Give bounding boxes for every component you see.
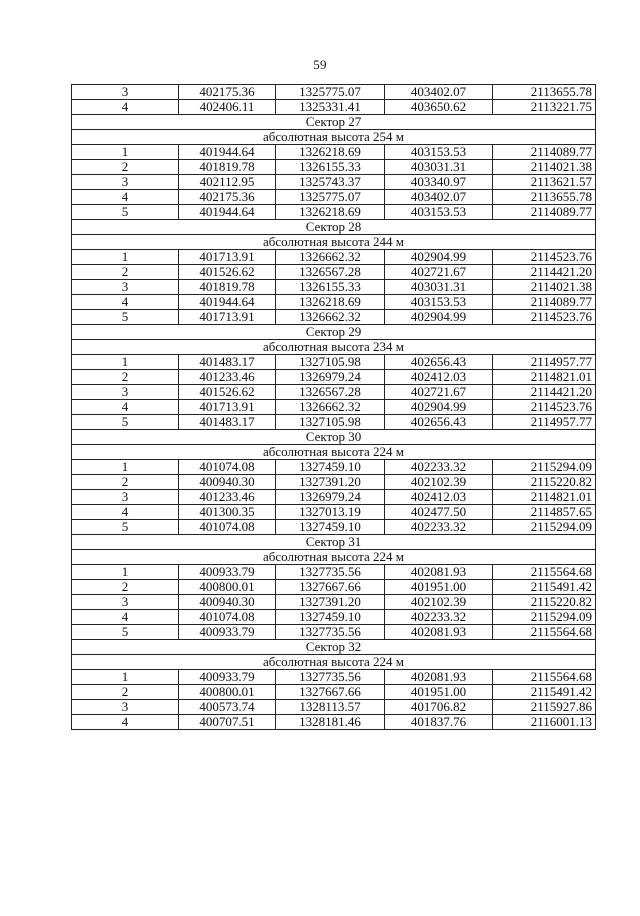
table-row bbox=[72, 670, 596, 685]
x1-cell: 401074.08 bbox=[179, 610, 276, 625]
x1-cell: 400940.30 bbox=[179, 595, 276, 610]
point-number-cell: 3 bbox=[72, 595, 179, 610]
y2-cell: 2115294.09 bbox=[493, 460, 596, 475]
coordinates-table-body bbox=[72, 85, 596, 730]
x2-cell: 402102.39 bbox=[385, 595, 493, 610]
y2-cell: 2115220.82 bbox=[493, 475, 596, 490]
y2-cell: 2114821.01 bbox=[493, 490, 596, 505]
x2-cell: 401951.00 bbox=[385, 580, 493, 595]
table-row bbox=[72, 685, 596, 700]
y1-cell: 1326567.28 bbox=[276, 265, 385, 280]
x2-cell: 402233.32 bbox=[385, 520, 493, 535]
x2-cell: 402721.67 bbox=[385, 265, 493, 280]
y2-cell: 2115564.68 bbox=[493, 670, 596, 685]
x2-cell: 403402.07 bbox=[385, 85, 493, 100]
y2-cell: 2114523.76 bbox=[493, 310, 596, 325]
table-row bbox=[72, 190, 596, 205]
table-row bbox=[72, 85, 596, 100]
sector-altitude: абсолютная высота 224 м bbox=[72, 445, 596, 460]
x1-cell: 401074.08 bbox=[179, 460, 276, 475]
x1-cell: 402175.36 bbox=[179, 85, 276, 100]
table-row bbox=[72, 175, 596, 190]
x1-cell: 400800.01 bbox=[179, 685, 276, 700]
x1-cell: 401944.64 bbox=[179, 145, 276, 160]
sector-altitude: абсолютная высота 234 м bbox=[72, 340, 596, 355]
table-row bbox=[72, 250, 596, 265]
point-number-cell: 4 bbox=[72, 190, 179, 205]
x1-cell: 401944.64 bbox=[179, 205, 276, 220]
y1-cell: 1326218.69 bbox=[276, 295, 385, 310]
table-row bbox=[72, 205, 596, 220]
x2-cell: 403340.97 bbox=[385, 175, 493, 190]
y1-cell: 1326155.33 bbox=[276, 280, 385, 295]
y2-cell: 2115294.09 bbox=[493, 610, 596, 625]
x2-cell: 402412.03 bbox=[385, 490, 493, 505]
coordinates-table bbox=[71, 84, 596, 730]
y2-cell: 2114523.76 bbox=[493, 400, 596, 415]
y2-cell: 2114957.77 bbox=[493, 415, 596, 430]
y2-cell: 2114089.77 bbox=[493, 145, 596, 160]
x2-cell: 401837.76 bbox=[385, 715, 493, 730]
table-row bbox=[72, 715, 596, 730]
y1-cell: 1328113.57 bbox=[276, 700, 385, 715]
table-row bbox=[72, 565, 596, 580]
x1-cell: 402112.95 bbox=[179, 175, 276, 190]
y2-cell: 2115491.42 bbox=[493, 580, 596, 595]
point-number-cell: 4 bbox=[72, 295, 179, 310]
table-row bbox=[72, 280, 596, 295]
point-number-cell: 1 bbox=[72, 250, 179, 265]
x2-cell: 403153.53 bbox=[385, 145, 493, 160]
point-number-cell: 5 bbox=[72, 625, 179, 640]
point-number-cell: 3 bbox=[72, 85, 179, 100]
y1-cell: 1326979.24 bbox=[276, 370, 385, 385]
x2-cell: 403031.31 bbox=[385, 160, 493, 175]
x2-cell: 402904.99 bbox=[385, 250, 493, 265]
x1-cell: 401300.35 bbox=[179, 505, 276, 520]
point-number-cell: 2 bbox=[72, 580, 179, 595]
y1-cell: 1326979.24 bbox=[276, 490, 385, 505]
y2-cell: 2113221.75 bbox=[493, 100, 596, 115]
y1-cell: 1327459.10 bbox=[276, 520, 385, 535]
point-number-cell: 2 bbox=[72, 265, 179, 280]
x1-cell: 400707.51 bbox=[179, 715, 276, 730]
y1-cell: 1326662.32 bbox=[276, 250, 385, 265]
point-number-cell: 1 bbox=[72, 460, 179, 475]
table-row bbox=[72, 475, 596, 490]
y1-cell: 1327735.56 bbox=[276, 625, 385, 640]
x1-cell: 400933.79 bbox=[179, 670, 276, 685]
table-row bbox=[72, 460, 596, 475]
sector-title: Сектор 31 bbox=[72, 535, 596, 550]
point-number-cell: 4 bbox=[72, 400, 179, 415]
y2-cell: 2114857.65 bbox=[493, 505, 596, 520]
y1-cell: 1325743.37 bbox=[276, 175, 385, 190]
table-row bbox=[72, 145, 596, 160]
x1-cell: 401713.91 bbox=[179, 310, 276, 325]
x2-cell: 402102.39 bbox=[385, 475, 493, 490]
y2-cell: 2114089.77 bbox=[493, 295, 596, 310]
sector-title-row bbox=[72, 640, 596, 655]
x1-cell: 401526.62 bbox=[179, 265, 276, 280]
point-number-cell: 4 bbox=[72, 715, 179, 730]
point-number-cell: 1 bbox=[72, 355, 179, 370]
x2-cell: 401706.82 bbox=[385, 700, 493, 715]
x2-cell: 402081.93 bbox=[385, 625, 493, 640]
y2-cell: 2114421.20 bbox=[493, 385, 596, 400]
table-row bbox=[72, 625, 596, 640]
point-number-cell: 3 bbox=[72, 490, 179, 505]
point-number-cell: 2 bbox=[72, 685, 179, 700]
x1-cell: 400940.30 bbox=[179, 475, 276, 490]
y1-cell: 1326662.32 bbox=[276, 400, 385, 415]
table-row bbox=[72, 505, 596, 520]
point-number-cell: 3 bbox=[72, 280, 179, 295]
x2-cell: 402233.32 bbox=[385, 460, 493, 475]
x1-cell: 401483.17 bbox=[179, 415, 276, 430]
sector-altitude-row bbox=[72, 130, 596, 145]
point-number-cell: 5 bbox=[72, 310, 179, 325]
x1-cell: 401233.46 bbox=[179, 370, 276, 385]
table-row bbox=[72, 415, 596, 430]
table-row bbox=[72, 610, 596, 625]
point-number-cell: 1 bbox=[72, 565, 179, 580]
x1-cell: 401713.91 bbox=[179, 250, 276, 265]
table-row bbox=[72, 370, 596, 385]
sector-title: Сектор 27 bbox=[72, 115, 596, 130]
x1-cell: 402175.36 bbox=[179, 190, 276, 205]
x1-cell: 402406.11 bbox=[179, 100, 276, 115]
x1-cell: 400933.79 bbox=[179, 625, 276, 640]
y1-cell: 1327391.20 bbox=[276, 595, 385, 610]
y2-cell: 2114957.77 bbox=[493, 355, 596, 370]
x2-cell: 402477.50 bbox=[385, 505, 493, 520]
table-row bbox=[72, 580, 596, 595]
sector-title-row bbox=[72, 325, 596, 340]
point-number-cell: 1 bbox=[72, 670, 179, 685]
sector-title: Сектор 28 bbox=[72, 220, 596, 235]
y1-cell: 1326662.32 bbox=[276, 310, 385, 325]
x2-cell: 402721.67 bbox=[385, 385, 493, 400]
x2-cell: 402656.43 bbox=[385, 355, 493, 370]
y1-cell: 1327391.20 bbox=[276, 475, 385, 490]
point-number-cell: 3 bbox=[72, 385, 179, 400]
y1-cell: 1326155.33 bbox=[276, 160, 385, 175]
sector-altitude-row bbox=[72, 550, 596, 565]
sector-altitude: абсолютная высота 254 м bbox=[72, 130, 596, 145]
y2-cell: 2113621.57 bbox=[493, 175, 596, 190]
y2-cell: 2115564.68 bbox=[493, 625, 596, 640]
y1-cell: 1326218.69 bbox=[276, 205, 385, 220]
x1-cell: 401944.64 bbox=[179, 295, 276, 310]
table-row bbox=[72, 490, 596, 505]
x1-cell: 401713.91 bbox=[179, 400, 276, 415]
y1-cell: 1327105.98 bbox=[276, 415, 385, 430]
point-number-cell: 2 bbox=[72, 370, 179, 385]
x1-cell: 401483.17 bbox=[179, 355, 276, 370]
table-row bbox=[72, 295, 596, 310]
point-number-cell: 5 bbox=[72, 205, 179, 220]
sector-altitude-row bbox=[72, 655, 596, 670]
x2-cell: 403402.07 bbox=[385, 190, 493, 205]
table-row bbox=[72, 100, 596, 115]
y1-cell: 1327735.56 bbox=[276, 565, 385, 580]
point-number-cell: 4 bbox=[72, 505, 179, 520]
y2-cell: 2114523.76 bbox=[493, 250, 596, 265]
y2-cell: 2115220.82 bbox=[493, 595, 596, 610]
table-row bbox=[72, 385, 596, 400]
page-number: 59 bbox=[313, 57, 327, 72]
x2-cell: 402081.93 bbox=[385, 670, 493, 685]
y1-cell: 1325775.07 bbox=[276, 190, 385, 205]
x1-cell: 401526.62 bbox=[179, 385, 276, 400]
point-number-cell: 5 bbox=[72, 520, 179, 535]
y1-cell: 1325331.41 bbox=[276, 100, 385, 115]
sector-altitude: абсолютная высота 224 м bbox=[72, 550, 596, 565]
x1-cell: 401233.46 bbox=[179, 490, 276, 505]
y2-cell: 2116001.13 bbox=[493, 715, 596, 730]
sector-title: Сектор 30 bbox=[72, 430, 596, 445]
point-number-cell: 3 bbox=[72, 175, 179, 190]
y1-cell: 1327735.56 bbox=[276, 670, 385, 685]
sector-title: Сектор 32 bbox=[72, 640, 596, 655]
y1-cell: 1326567.28 bbox=[276, 385, 385, 400]
point-number-cell: 3 bbox=[72, 700, 179, 715]
y2-cell: 2113655.78 bbox=[493, 85, 596, 100]
x1-cell: 401074.08 bbox=[179, 520, 276, 535]
x2-cell: 403153.53 bbox=[385, 205, 493, 220]
x2-cell: 402904.99 bbox=[385, 400, 493, 415]
sector-altitude-row bbox=[72, 445, 596, 460]
sector-altitude: абсолютная высота 224 м bbox=[72, 655, 596, 670]
table-row bbox=[72, 520, 596, 535]
table-row bbox=[72, 310, 596, 325]
y1-cell: 1328181.46 bbox=[276, 715, 385, 730]
sector-title-row bbox=[72, 220, 596, 235]
y1-cell: 1326218.69 bbox=[276, 145, 385, 160]
y2-cell: 2114421.20 bbox=[493, 265, 596, 280]
y1-cell: 1327667.66 bbox=[276, 580, 385, 595]
x2-cell: 402081.93 bbox=[385, 565, 493, 580]
x2-cell: 401951.00 bbox=[385, 685, 493, 700]
x2-cell: 403650.62 bbox=[385, 100, 493, 115]
sector-title-row bbox=[72, 115, 596, 130]
table-row bbox=[72, 265, 596, 280]
x1-cell: 400800.01 bbox=[179, 580, 276, 595]
table-row bbox=[72, 700, 596, 715]
point-number-cell: 5 bbox=[72, 415, 179, 430]
y1-cell: 1327013.19 bbox=[276, 505, 385, 520]
x1-cell: 400933.79 bbox=[179, 565, 276, 580]
y2-cell: 2115294.09 bbox=[493, 520, 596, 535]
x2-cell: 403031.31 bbox=[385, 280, 493, 295]
x1-cell: 401819.78 bbox=[179, 160, 276, 175]
point-number-cell: 2 bbox=[72, 160, 179, 175]
sector-title: Сектор 29 bbox=[72, 325, 596, 340]
sector-title-row bbox=[72, 535, 596, 550]
point-number-cell: 2 bbox=[72, 475, 179, 490]
y2-cell: 2114821.01 bbox=[493, 370, 596, 385]
y1-cell: 1325775.07 bbox=[276, 85, 385, 100]
y2-cell: 2115927.86 bbox=[493, 700, 596, 715]
y1-cell: 1327667.66 bbox=[276, 685, 385, 700]
table-row bbox=[72, 355, 596, 370]
y1-cell: 1327459.10 bbox=[276, 610, 385, 625]
point-number-cell: 1 bbox=[72, 145, 179, 160]
y2-cell: 2114021.38 bbox=[493, 160, 596, 175]
x1-cell: 401819.78 bbox=[179, 280, 276, 295]
x2-cell: 402904.99 bbox=[385, 310, 493, 325]
y1-cell: 1327105.98 bbox=[276, 355, 385, 370]
sector-altitude: абсолютная высота 244 м bbox=[72, 235, 596, 250]
x2-cell: 402412.03 bbox=[385, 370, 493, 385]
y1-cell: 1327459.10 bbox=[276, 460, 385, 475]
y2-cell: 2114089.77 bbox=[493, 205, 596, 220]
table-row bbox=[72, 595, 596, 610]
point-number-cell: 4 bbox=[72, 610, 179, 625]
sector-title-row bbox=[72, 430, 596, 445]
x2-cell: 402656.43 bbox=[385, 415, 493, 430]
y2-cell: 2115491.42 bbox=[493, 685, 596, 700]
y2-cell: 2114021.38 bbox=[493, 280, 596, 295]
x2-cell: 403153.53 bbox=[385, 295, 493, 310]
point-number-cell: 4 bbox=[72, 100, 179, 115]
y2-cell: 2113655.78 bbox=[493, 190, 596, 205]
x2-cell: 402233.32 bbox=[385, 610, 493, 625]
table-row bbox=[72, 400, 596, 415]
table-row bbox=[72, 160, 596, 175]
y2-cell: 2115564.68 bbox=[493, 565, 596, 580]
sector-altitude-row bbox=[72, 235, 596, 250]
sector-altitude-row bbox=[72, 340, 596, 355]
x1-cell: 400573.74 bbox=[179, 700, 276, 715]
